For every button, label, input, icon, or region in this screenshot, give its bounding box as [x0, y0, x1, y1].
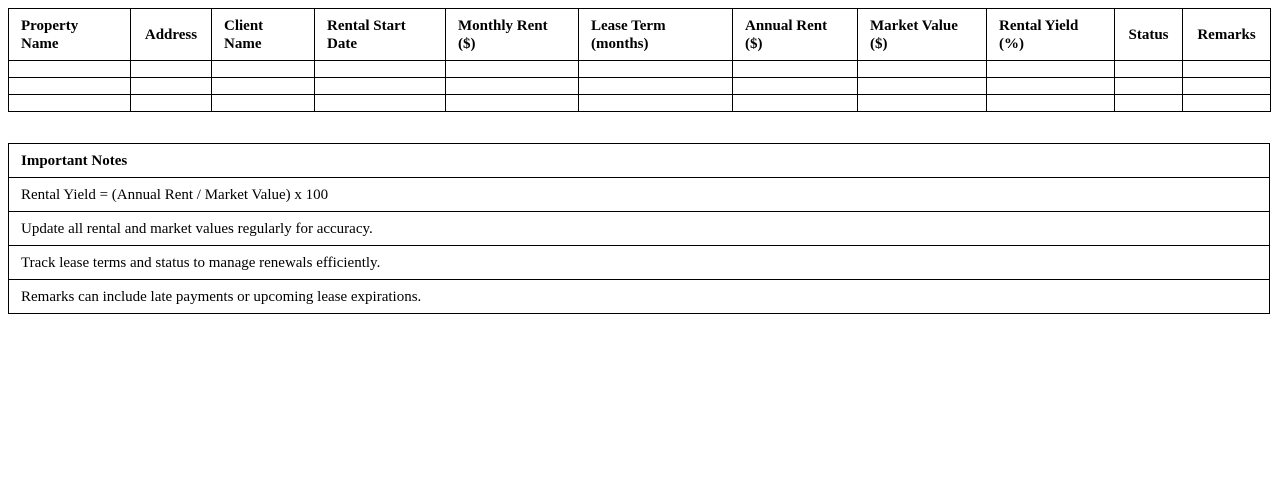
table-cell[interactable] [858, 78, 987, 95]
header-annual-rent: Annual Rent ($) [733, 9, 858, 61]
table-row [9, 78, 1271, 95]
table-cell[interactable] [858, 61, 987, 78]
table-cell[interactable] [212, 61, 315, 78]
note-rental-yield-formula: Rental Yield = (Annual Rent / Market Value) x 100 [9, 178, 1270, 212]
note-row [9, 178, 1270, 212]
property-rental-table [8, 8, 1271, 112]
note-track-lease-terms: Track lease terms and status to manage renewals efficiently. [9, 246, 1270, 280]
note-update-values: Update all rental and market values regularly for accuracy. [9, 212, 1270, 246]
header-monthly-rent: Monthly Rent ($) [446, 9, 579, 61]
table-cell[interactable] [446, 78, 579, 95]
header-rental-start-date: Rental Start Date [315, 9, 446, 61]
note-remarks-usage: Remarks can include late payments or upcoming lease expirations. [9, 280, 1270, 314]
important-notes-table [8, 143, 1270, 314]
header-market-value: Market Value ($) [858, 9, 987, 61]
table-cell[interactable] [579, 61, 733, 78]
table-header-row [9, 9, 1271, 61]
header-rental-yield: Rental Yield (%) [987, 9, 1115, 61]
header-property-name: Property Name [9, 9, 131, 61]
table-cell[interactable] [131, 95, 212, 112]
table-cell[interactable] [733, 61, 858, 78]
table-cell[interactable] [858, 95, 987, 112]
table-cell[interactable] [1115, 78, 1183, 95]
notes-heading-row [9, 144, 1270, 178]
header-address: Address [131, 9, 212, 61]
table-cell[interactable] [131, 78, 212, 95]
table-cell[interactable] [9, 78, 131, 95]
table-cell[interactable] [315, 95, 446, 112]
header-lease-term: Lease Term (months) [579, 9, 733, 61]
header-client-name: Client Name [212, 9, 315, 61]
table-cell[interactable] [9, 61, 131, 78]
table-cell[interactable] [212, 78, 315, 95]
header-remarks: Remarks [1183, 9, 1271, 61]
table-cell[interactable] [446, 95, 579, 112]
table-row [9, 95, 1271, 112]
table-cell[interactable] [1183, 61, 1271, 78]
table-cell[interactable] [131, 61, 212, 78]
table-cell[interactable] [315, 61, 446, 78]
notes-heading: Important Notes [9, 144, 1270, 178]
table-cell[interactable] [1183, 78, 1271, 95]
table-cell[interactable] [733, 95, 858, 112]
table-cell[interactable] [579, 78, 733, 95]
table-cell[interactable] [9, 95, 131, 112]
table-cell[interactable] [1115, 61, 1183, 78]
table-cell[interactable] [733, 78, 858, 95]
table-cell[interactable] [315, 78, 446, 95]
table-cell[interactable] [212, 95, 315, 112]
table-cell[interactable] [446, 61, 579, 78]
note-row [9, 280, 1270, 314]
table-cell[interactable] [987, 61, 1115, 78]
table-cell[interactable] [987, 95, 1115, 112]
table-cell[interactable] [987, 78, 1115, 95]
note-row [9, 212, 1270, 246]
note-row [9, 246, 1270, 280]
header-status: Status [1115, 9, 1183, 61]
table-cell[interactable] [1115, 95, 1183, 112]
table-cell[interactable] [579, 95, 733, 112]
table-cell[interactable] [1183, 95, 1271, 112]
table-row [9, 61, 1271, 78]
